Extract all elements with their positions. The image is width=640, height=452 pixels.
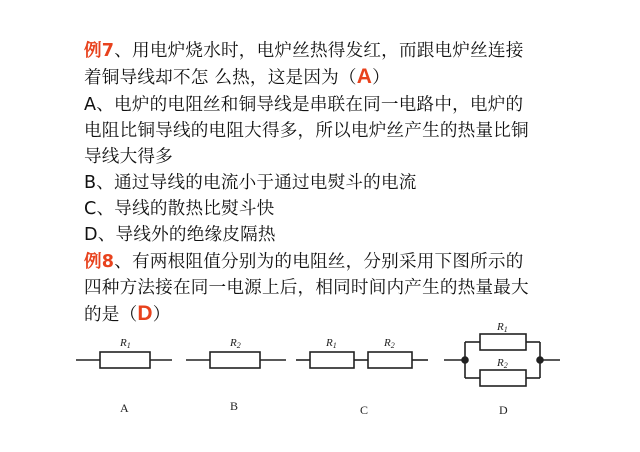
junction-right: [537, 357, 543, 363]
resistor-r1-d: [480, 334, 526, 350]
label-r2-c: R2: [384, 337, 395, 350]
figure-c: [296, 352, 428, 368]
q7-option-a-line-2: 电阻比铜导线的电阻大得多，所以电炉丝产生的热量比铜: [84, 121, 529, 141]
label-r1-c: R1: [326, 337, 337, 350]
resistor-r2-b: [210, 352, 260, 368]
q8-label: 例8: [84, 252, 115, 272]
q7-stem-text-1: 、用电炉烧水时，电炉丝热得发红，而跟电炉丝连接: [114, 41, 524, 61]
q7-answer: A: [356, 65, 373, 88]
resistor-r1-a: [100, 352, 150, 368]
q7-option-a-line-1: A、电炉的电阻丝和铜导线是串联在同一电路中，电炉的: [84, 95, 524, 115]
figure-label-b: B: [230, 399, 239, 413]
resistor-r1-c: [310, 352, 354, 368]
label-r1-d: R1: [497, 321, 508, 334]
label-r2-b: R2: [230, 337, 241, 350]
figure-label-a: A: [120, 401, 129, 415]
circuit-figures: [60, 318, 580, 428]
resistor-r2-c: [368, 352, 412, 368]
q7-stem-text-2: 着铜导线却不怎 么热，这是因为（: [84, 68, 357, 88]
q7-stem-close: ）: [372, 68, 390, 88]
figure-b: [186, 352, 286, 368]
figure-a: [76, 352, 172, 368]
q7-option-d: D、导线外的绝缘皮隔热: [84, 225, 276, 245]
q8-stem-line-1: [84, 249, 524, 275]
figure-label-c: C: [360, 403, 369, 417]
q7-option-a-line-3: 导线大得多: [84, 147, 173, 167]
q7-option-c: C、导线的散热比熨斗快: [84, 199, 275, 219]
q8-stem-close: ）: [152, 305, 171, 325]
label-r1-a: R1: [120, 337, 131, 350]
q7-label: 例7: [84, 41, 115, 61]
q8-stem-text-1: 、有两根阻值分别为的电阻丝，分别采用下图所示的: [114, 252, 524, 272]
q7-option-b: B、通过导线的电流小于通过电熨斗的电流: [84, 173, 417, 193]
figure-label-d: D: [499, 403, 508, 417]
q7-stem-line-2: [84, 64, 390, 91]
junction-left: [462, 357, 468, 363]
q7-stem-line-1: [84, 38, 524, 64]
q8-answer: D: [137, 302, 153, 325]
q8-stem-text-3: 的是（: [84, 305, 138, 325]
label-r2-d: R2: [497, 357, 508, 370]
q8-stem-line-2: 四种方法接在同一电源上后，相同时间内产生的热量最大: [84, 278, 529, 298]
resistor-r2-d: [480, 370, 526, 386]
